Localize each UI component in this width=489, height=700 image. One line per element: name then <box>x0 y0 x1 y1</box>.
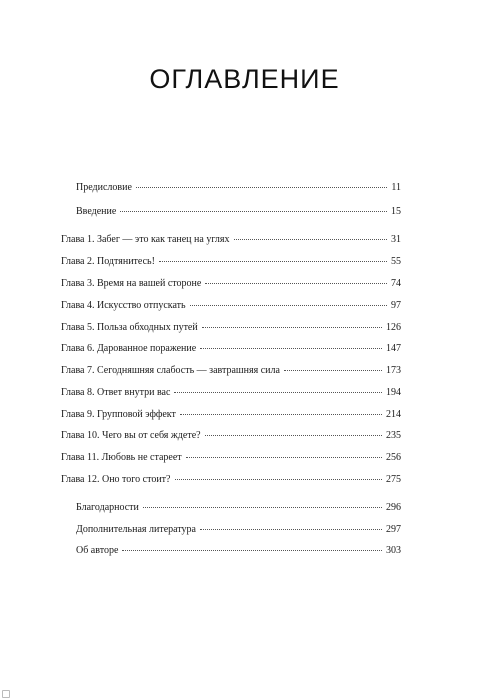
toc-entry-page: 11 <box>391 182 401 193</box>
toc-entry-page: 173 <box>386 365 401 376</box>
toc-entry-page: 194 <box>386 387 401 398</box>
toc-entry-chapter-11 <box>61 452 401 464</box>
toc-entry-introduction <box>76 206 401 218</box>
toc-entry-chapter-12 <box>61 474 401 486</box>
toc-entry-chapter-8 <box>61 387 401 399</box>
corner-mark-icon <box>2 690 10 698</box>
toc-entry-page: 15 <box>391 206 401 217</box>
toc-entry-page: 74 <box>391 278 401 289</box>
toc-entry-label: Дополнительная литература <box>76 524 196 535</box>
toc-entry-preface <box>76 182 401 194</box>
toc-entry-further-reading <box>76 524 401 536</box>
toc-entry-page: 126 <box>386 322 401 333</box>
toc-entry-label: Глава 11. Любовь не стареет <box>61 452 182 463</box>
toc-entry-label: Глава 10. Чего вы от себя ждете? <box>61 430 201 441</box>
toc-entry-chapter-1 <box>61 234 401 246</box>
toc-dot-leader <box>122 550 382 551</box>
toc-entry-page: 55 <box>391 256 401 267</box>
toc-dot-leader <box>159 261 387 262</box>
toc-dot-leader <box>186 457 382 458</box>
toc-entry-acknowledgements <box>76 502 401 514</box>
toc-entry-chapter-10 <box>61 430 401 442</box>
toc-entry-page: 275 <box>386 474 401 485</box>
toc-entry-chapter-5 <box>61 322 401 334</box>
toc-entry-page: 214 <box>386 409 401 420</box>
toc-entry-page: 256 <box>386 452 401 463</box>
toc-dot-leader <box>190 305 387 306</box>
toc-entry-label: Об авторе <box>76 545 119 556</box>
toc-dot-leader <box>175 479 383 480</box>
toc-entry-page: 97 <box>391 300 401 311</box>
toc-dot-leader <box>234 239 387 240</box>
toc-entry-label: Глава 12. Оно того стоит? <box>61 474 171 485</box>
toc-dot-leader <box>284 370 382 371</box>
toc-entry-about-author <box>76 545 401 557</box>
toc-entry-page: 147 <box>386 343 401 354</box>
page-title: ОГЛАВЛЕНИЕ <box>149 64 340 94</box>
toc-entry-chapter-4 <box>61 300 401 312</box>
toc-dot-leader <box>143 507 382 508</box>
toc-dot-leader <box>200 348 382 349</box>
toc-dot-leader <box>200 529 382 530</box>
toc-entry-chapter-6 <box>61 343 401 355</box>
toc-entry-chapter-2 <box>61 256 401 268</box>
toc-dot-leader <box>180 414 382 415</box>
toc-entry-label: Благодарности <box>76 502 139 513</box>
toc-entry-label: Глава 8. Ответ внутри вас <box>61 387 171 398</box>
toc-dot-leader <box>205 435 382 436</box>
toc-dot-leader <box>202 327 382 328</box>
toc-entry-label: Глава 5. Польза обходных путей <box>61 322 198 333</box>
toc-dot-leader <box>120 211 387 212</box>
toc-entry-chapter-9 <box>61 409 401 421</box>
toc-entry-page: 296 <box>386 502 401 513</box>
toc-dot-leader <box>205 283 387 284</box>
toc-dot-leader <box>174 392 382 393</box>
toc-entry-label: Глава 6. Дарованное поражение <box>61 343 197 354</box>
toc-entry-label: Глава 1. Забег — это как танец на углях <box>61 234 230 245</box>
toc-entry-label: Глава 3. Время на вашей стороне <box>61 278 202 289</box>
toc-entry-page: 303 <box>386 545 401 556</box>
toc-entry-chapter-3 <box>61 278 401 290</box>
toc-entry-page: 297 <box>386 524 401 535</box>
toc-dot-leader <box>136 187 387 188</box>
toc-entry-label: Введение <box>76 206 117 217</box>
toc-entry-label: Глава 7. Сегодняшняя слабость — завтрашняя сила <box>61 365 280 376</box>
toc-entry-label: Глава 2. Подтянитесь! <box>61 256 155 267</box>
toc-entry-page: 31 <box>391 234 401 245</box>
toc-entry-label: Глава 4. Искусство отпускать <box>61 300 186 311</box>
toc-entry-page: 235 <box>386 430 401 441</box>
toc-entry-label: Предисловие <box>76 182 132 193</box>
toc-entry-chapter-7 <box>61 365 401 377</box>
toc-entry-label: Глава 9. Групповой эффект <box>61 409 176 420</box>
